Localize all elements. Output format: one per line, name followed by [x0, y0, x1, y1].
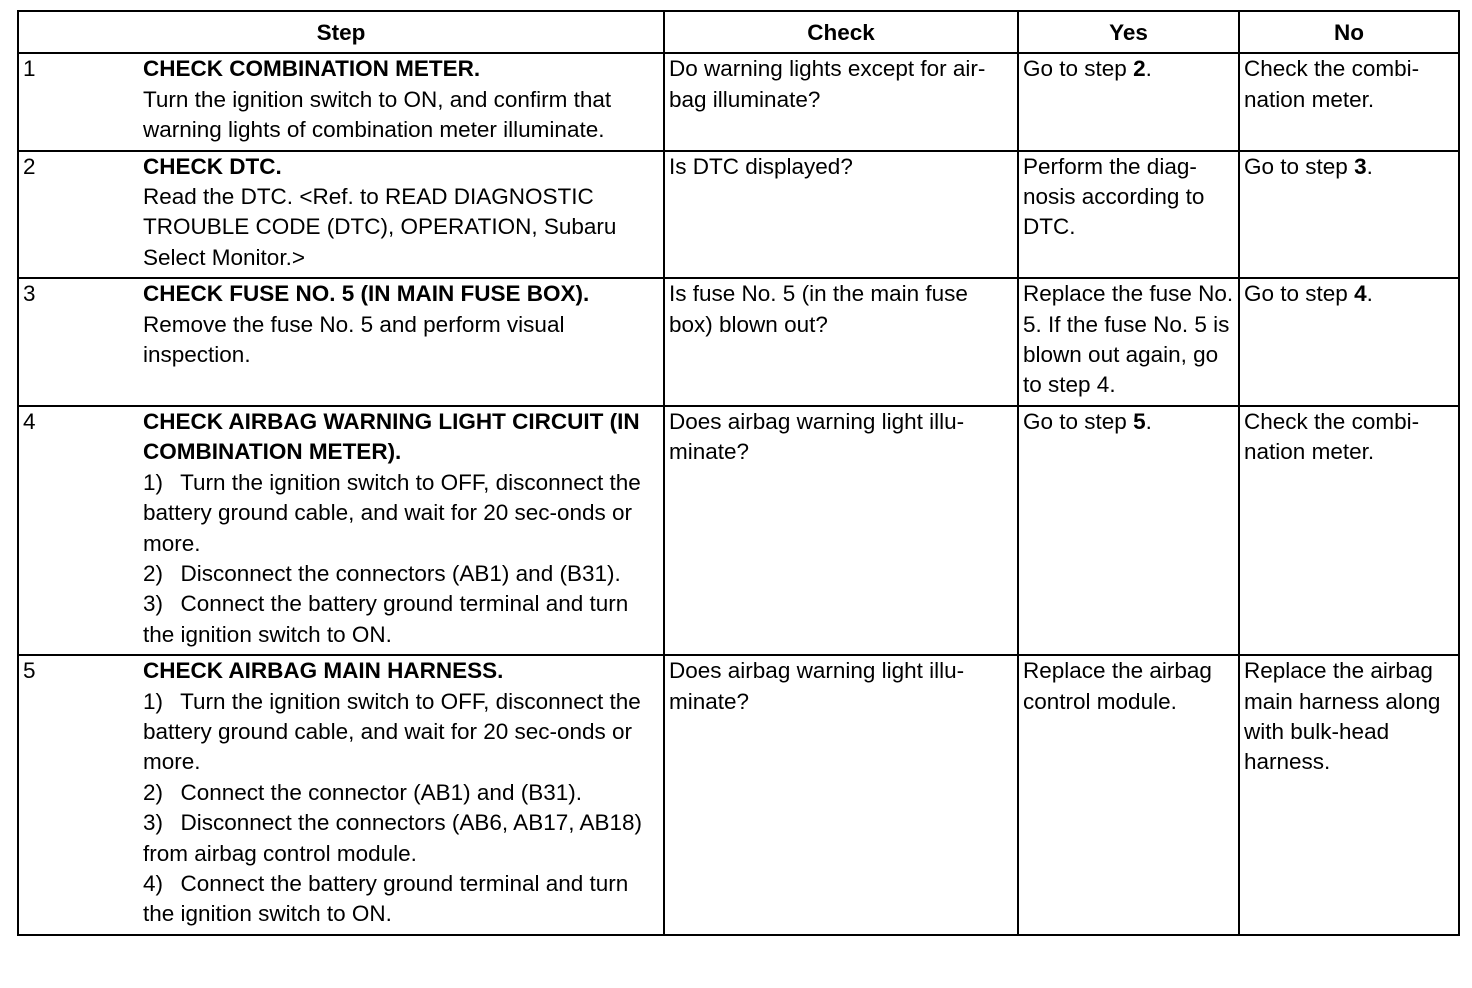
header-step: Step	[18, 11, 664, 53]
header-check: Check	[664, 11, 1018, 53]
header-yes: Yes	[1018, 11, 1239, 53]
yes-text: Go to step	[1023, 56, 1134, 82]
yes-cell	[1018, 151, 1239, 279]
table-row-step-1	[18, 53, 1459, 150]
yes-cell	[1018, 406, 1239, 655]
no-cell	[1239, 278, 1459, 406]
step-lines	[143, 85, 659, 146]
step-lines	[143, 310, 659, 371]
yes-text: Perform the diag-nosis according to DTC.	[1023, 153, 1205, 240]
no-step-ref: 3	[1354, 153, 1367, 179]
diagnostic-table	[17, 10, 1460, 936]
yes-step-ref: 5	[1133, 408, 1146, 434]
no-step-ref: 4	[1354, 281, 1367, 307]
table-row-step-4	[18, 406, 1459, 655]
yes-text: Replace the fuse No. 5. If the fuse No. 5 is blown out again, go to step 4.	[1023, 281, 1234, 398]
step-instruction: 1) Turn the ignition switch to OFF, disconnect the battery ground cable, and wait for 20 sec-onds or more.	[143, 469, 641, 556]
yes-cell	[1018, 655, 1239, 935]
yes-text: Go to step	[1023, 408, 1134, 434]
step-instruction: 2) Connect the connector (AB1) and (B31).	[143, 779, 582, 805]
no-cell	[1239, 655, 1459, 935]
step-description	[139, 406, 664, 655]
yes-step-ref: 2	[1133, 56, 1146, 82]
yes-text: Replace the airbag control module.	[1023, 658, 1212, 714]
no-cell	[1239, 151, 1459, 279]
step-instruction: 3) Connect the battery ground terminal and turn the ignition switch to ON.	[143, 591, 629, 647]
check-cell: Is fuse No. 5 (in the main fuse box) blown out?	[664, 278, 1018, 406]
step-number: 2	[18, 151, 139, 279]
yes-cell	[1018, 278, 1239, 406]
no-text: Replace the airbag main harness along with bulk-head harness.	[1244, 658, 1441, 775]
check-cell: Does airbag warning light illu-minate?	[664, 655, 1018, 935]
step-lines	[143, 182, 659, 273]
check-cell: Does airbag warning light illu-minate?	[664, 406, 1018, 655]
no-cell	[1239, 406, 1459, 655]
no-text: Check the combi-nation meter.	[1244, 408, 1420, 465]
step-instruction: 1) Turn the ignition switch to OFF, disconnect the battery ground cable, and wait for 20 sec-onds or more.	[143, 688, 641, 775]
no-text: Go to step	[1244, 281, 1355, 307]
check-cell: Do warning lights except for air-bag illuminate?	[664, 53, 1018, 150]
step-description	[139, 53, 664, 150]
step-description	[139, 151, 664, 279]
step-instruction: Remove the fuse No. 5 and perform visual inspection.	[143, 311, 565, 368]
step-description	[139, 278, 664, 406]
step-lines	[143, 468, 659, 650]
step-title: CHECK FUSE NO. 5 (IN MAIN FUSE BOX).	[143, 281, 590, 307]
step-lines	[143, 687, 659, 930]
step-instruction: 3) Disconnect the connectors (AB6, AB17, AB18) from airbag control module.	[143, 810, 643, 866]
no-text: Go to step	[1244, 153, 1355, 179]
no-suffix: .	[1366, 153, 1373, 179]
yes-cell	[1018, 53, 1239, 150]
step-title: CHECK AIRBAG WARNING LIGHT CIRCUIT (IN COMBINATION METER).	[143, 408, 640, 465]
yes-suffix: .	[1145, 408, 1152, 434]
step-description	[139, 655, 664, 935]
step-instruction: Read the DTC. <Ref. to READ DIAGNOSTIC TROUBLE CODE (DTC), OPERATION, Subaru Select Monitor.>	[143, 184, 617, 270]
no-text: Check the combi-nation meter.	[1244, 56, 1420, 112]
table-row-step-3	[18, 278, 1459, 406]
step-number: 1	[18, 53, 139, 150]
no-suffix: .	[1366, 281, 1373, 307]
step-number: 3	[18, 278, 139, 406]
step-title: CHECK COMBINATION METER.	[143, 56, 481, 82]
step-instruction: Turn the ignition switch to ON, and confirm that warning lights of combination meter illuminate.	[143, 86, 612, 143]
step-instruction: 4) Connect the battery ground terminal and turn the ignition switch to ON.	[143, 870, 629, 927]
no-cell	[1239, 53, 1459, 150]
table-row-step-2	[18, 151, 1459, 279]
step-number: 4	[18, 406, 139, 655]
yes-suffix: .	[1145, 56, 1152, 82]
step-title: CHECK DTC.	[143, 153, 282, 179]
check-cell: Is DTC displayed?	[664, 151, 1018, 279]
header-row	[18, 11, 1459, 53]
header-no: No	[1239, 11, 1459, 53]
step-title: CHECK AIRBAG MAIN HARNESS.	[143, 658, 504, 684]
step-instruction: 2) Disconnect the connectors (AB1) and (B31).	[143, 560, 621, 586]
table-row-step-5	[18, 655, 1459, 935]
step-number: 5	[18, 655, 139, 935]
